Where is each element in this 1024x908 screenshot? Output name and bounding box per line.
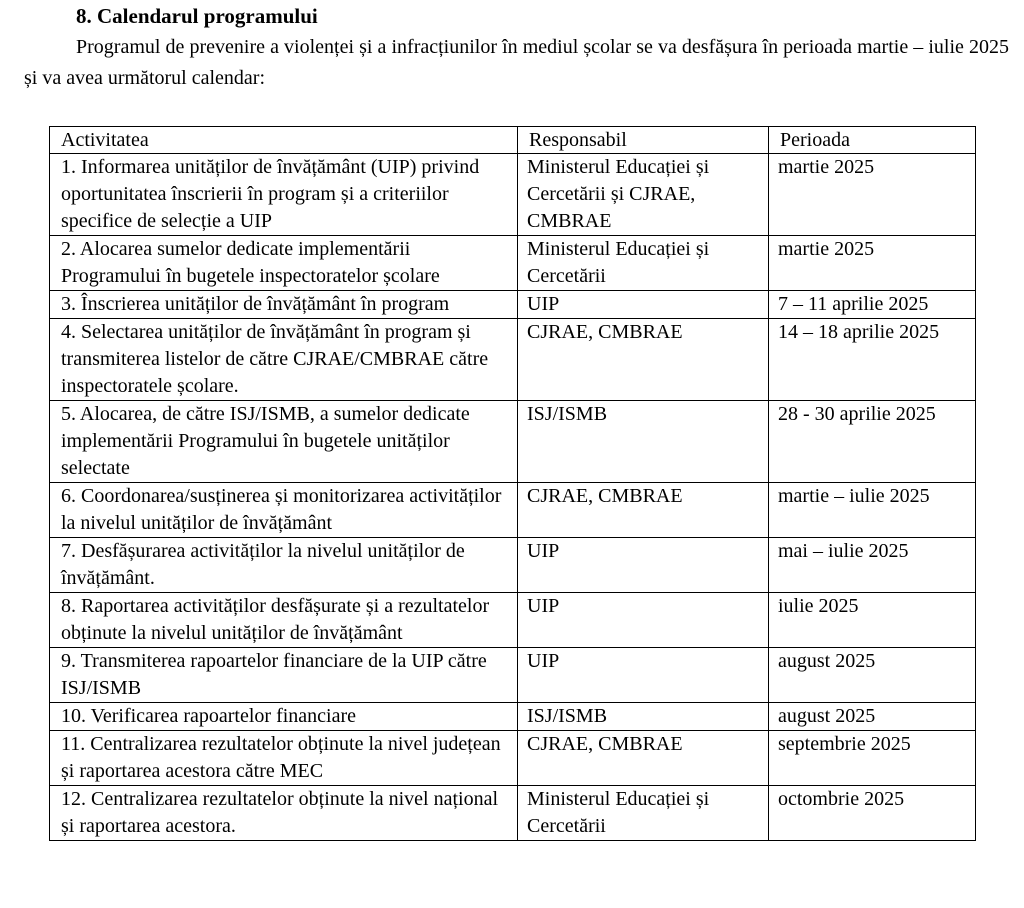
period-text: iulie 2025 <box>778 595 859 617</box>
activity-cell: 4. Selectarea unităților de învățământ în program și transmiterea listelor de către CJRAE/CMBRAE către inspectoratele școlare. <box>50 319 518 401</box>
period-cell: august 2025 <box>769 648 976 703</box>
table-row <box>50 703 976 731</box>
responsible-cell: ISJ/ISMB <box>518 703 769 731</box>
header-activity: Activitatea <box>50 127 518 154</box>
table-row <box>50 593 976 648</box>
table-row <box>50 236 976 291</box>
period-cell: septembrie 2025 <box>769 731 976 786</box>
table-row <box>50 291 976 319</box>
period-cell: martie – iulie 2025 <box>769 483 976 538</box>
section-heading: 8. Calendarul programului <box>76 4 318 28</box>
responsible-cell: UIP <box>518 538 769 593</box>
responsible-cell: CJRAE, CMBRAE <box>518 319 769 401</box>
table-row <box>50 731 976 786</box>
table-row <box>50 538 976 593</box>
responsible-cell: UIP <box>518 593 769 648</box>
period-cell: martie 2025 <box>769 236 976 291</box>
period-cell: 28 - 30 aprilie 2025 <box>769 401 976 483</box>
responsible-cell: UIP <box>518 291 769 319</box>
responsible-cell: UIP <box>518 648 769 703</box>
responsible-cell: Ministerul Educației și Cercetării și CJRAE, CMBRAE <box>518 154 769 236</box>
period-cell: martie 2025 <box>769 154 976 236</box>
table-row <box>50 648 976 703</box>
activity-cell: 3. Înscrierea unităților de învățământ în program <box>50 291 518 319</box>
table-row <box>50 401 976 483</box>
period-cell: 14 – 18 aprilie 2025 <box>769 319 976 401</box>
period-cell <box>769 593 976 648</box>
activity-cell: 6. Coordonarea/susținerea și monitorizarea activităților la nivelul unităților de învățământ <box>50 483 518 538</box>
activity-cell: 5. Alocarea, de către ISJ/ISMB, a sumelor dedicate implementării Programului în bugetele unităților selectate <box>50 401 518 483</box>
table-header-row <box>50 127 976 154</box>
period-cell: octombrie 2025 <box>769 786 976 841</box>
period-cell: 7 – 11 aprilie 2025 <box>769 291 976 319</box>
table-row <box>50 319 976 401</box>
responsible-cell: Ministerul Educației și Cercetării <box>518 236 769 291</box>
activity-cell: 9. Transmiterea rapoartelor financiare de la UIP către ISJ/ISMB <box>50 648 518 703</box>
period-cell: mai – iulie 2025 <box>769 538 976 593</box>
responsible-cell: CJRAE, CMBRAE <box>518 483 769 538</box>
activity-cell: 10. Verificarea rapoartelor financiare <box>50 703 518 731</box>
table-row <box>50 483 976 538</box>
responsible-cell: Ministerul Educației și Cercetării <box>518 786 769 841</box>
responsible-cell: ISJ/ISMB <box>518 401 769 483</box>
header-responsible: Responsabil <box>518 127 769 154</box>
activity-cell: 1. Informarea unităților de învățământ (UIP) privind oportunitatea înscrierii în program și a criteriilor specifice de selecție a UIP <box>50 154 518 236</box>
header-period: Perioada <box>769 127 976 154</box>
activity-cell: 11. Centralizarea rezultatelor obținute la nivel județean și raportarea acestora către MEC <box>50 731 518 786</box>
period-cell: august 2025 <box>769 703 976 731</box>
table-row <box>50 154 976 236</box>
activity-cell: 7. Desfășurarea activităților la nivelul unităților de învățământ. <box>50 538 518 593</box>
activity-cell: 8. Raportarea activităților desfășurate și a rezultatelor obținute la nivelul unităților de învățământ <box>50 593 518 648</box>
responsible-cell: CJRAE, CMBRAE <box>518 731 769 786</box>
table-row <box>50 786 976 841</box>
calendar-table <box>49 126 976 841</box>
activity-cell: 2. Alocarea sumelor dedicate implementării Programului în bugetele inspectoratelor școlare <box>50 236 518 291</box>
activity-cell: 12. Centralizarea rezultatelor obținute la nivel național și raportarea acestora. <box>50 786 518 841</box>
intro-paragraph: Programul de prevenire a violenței și a infracțiunilor în mediul școlar se va desfășura în perioada martie – iulie 2025 și va avea următorul calendar: <box>24 36 1009 89</box>
